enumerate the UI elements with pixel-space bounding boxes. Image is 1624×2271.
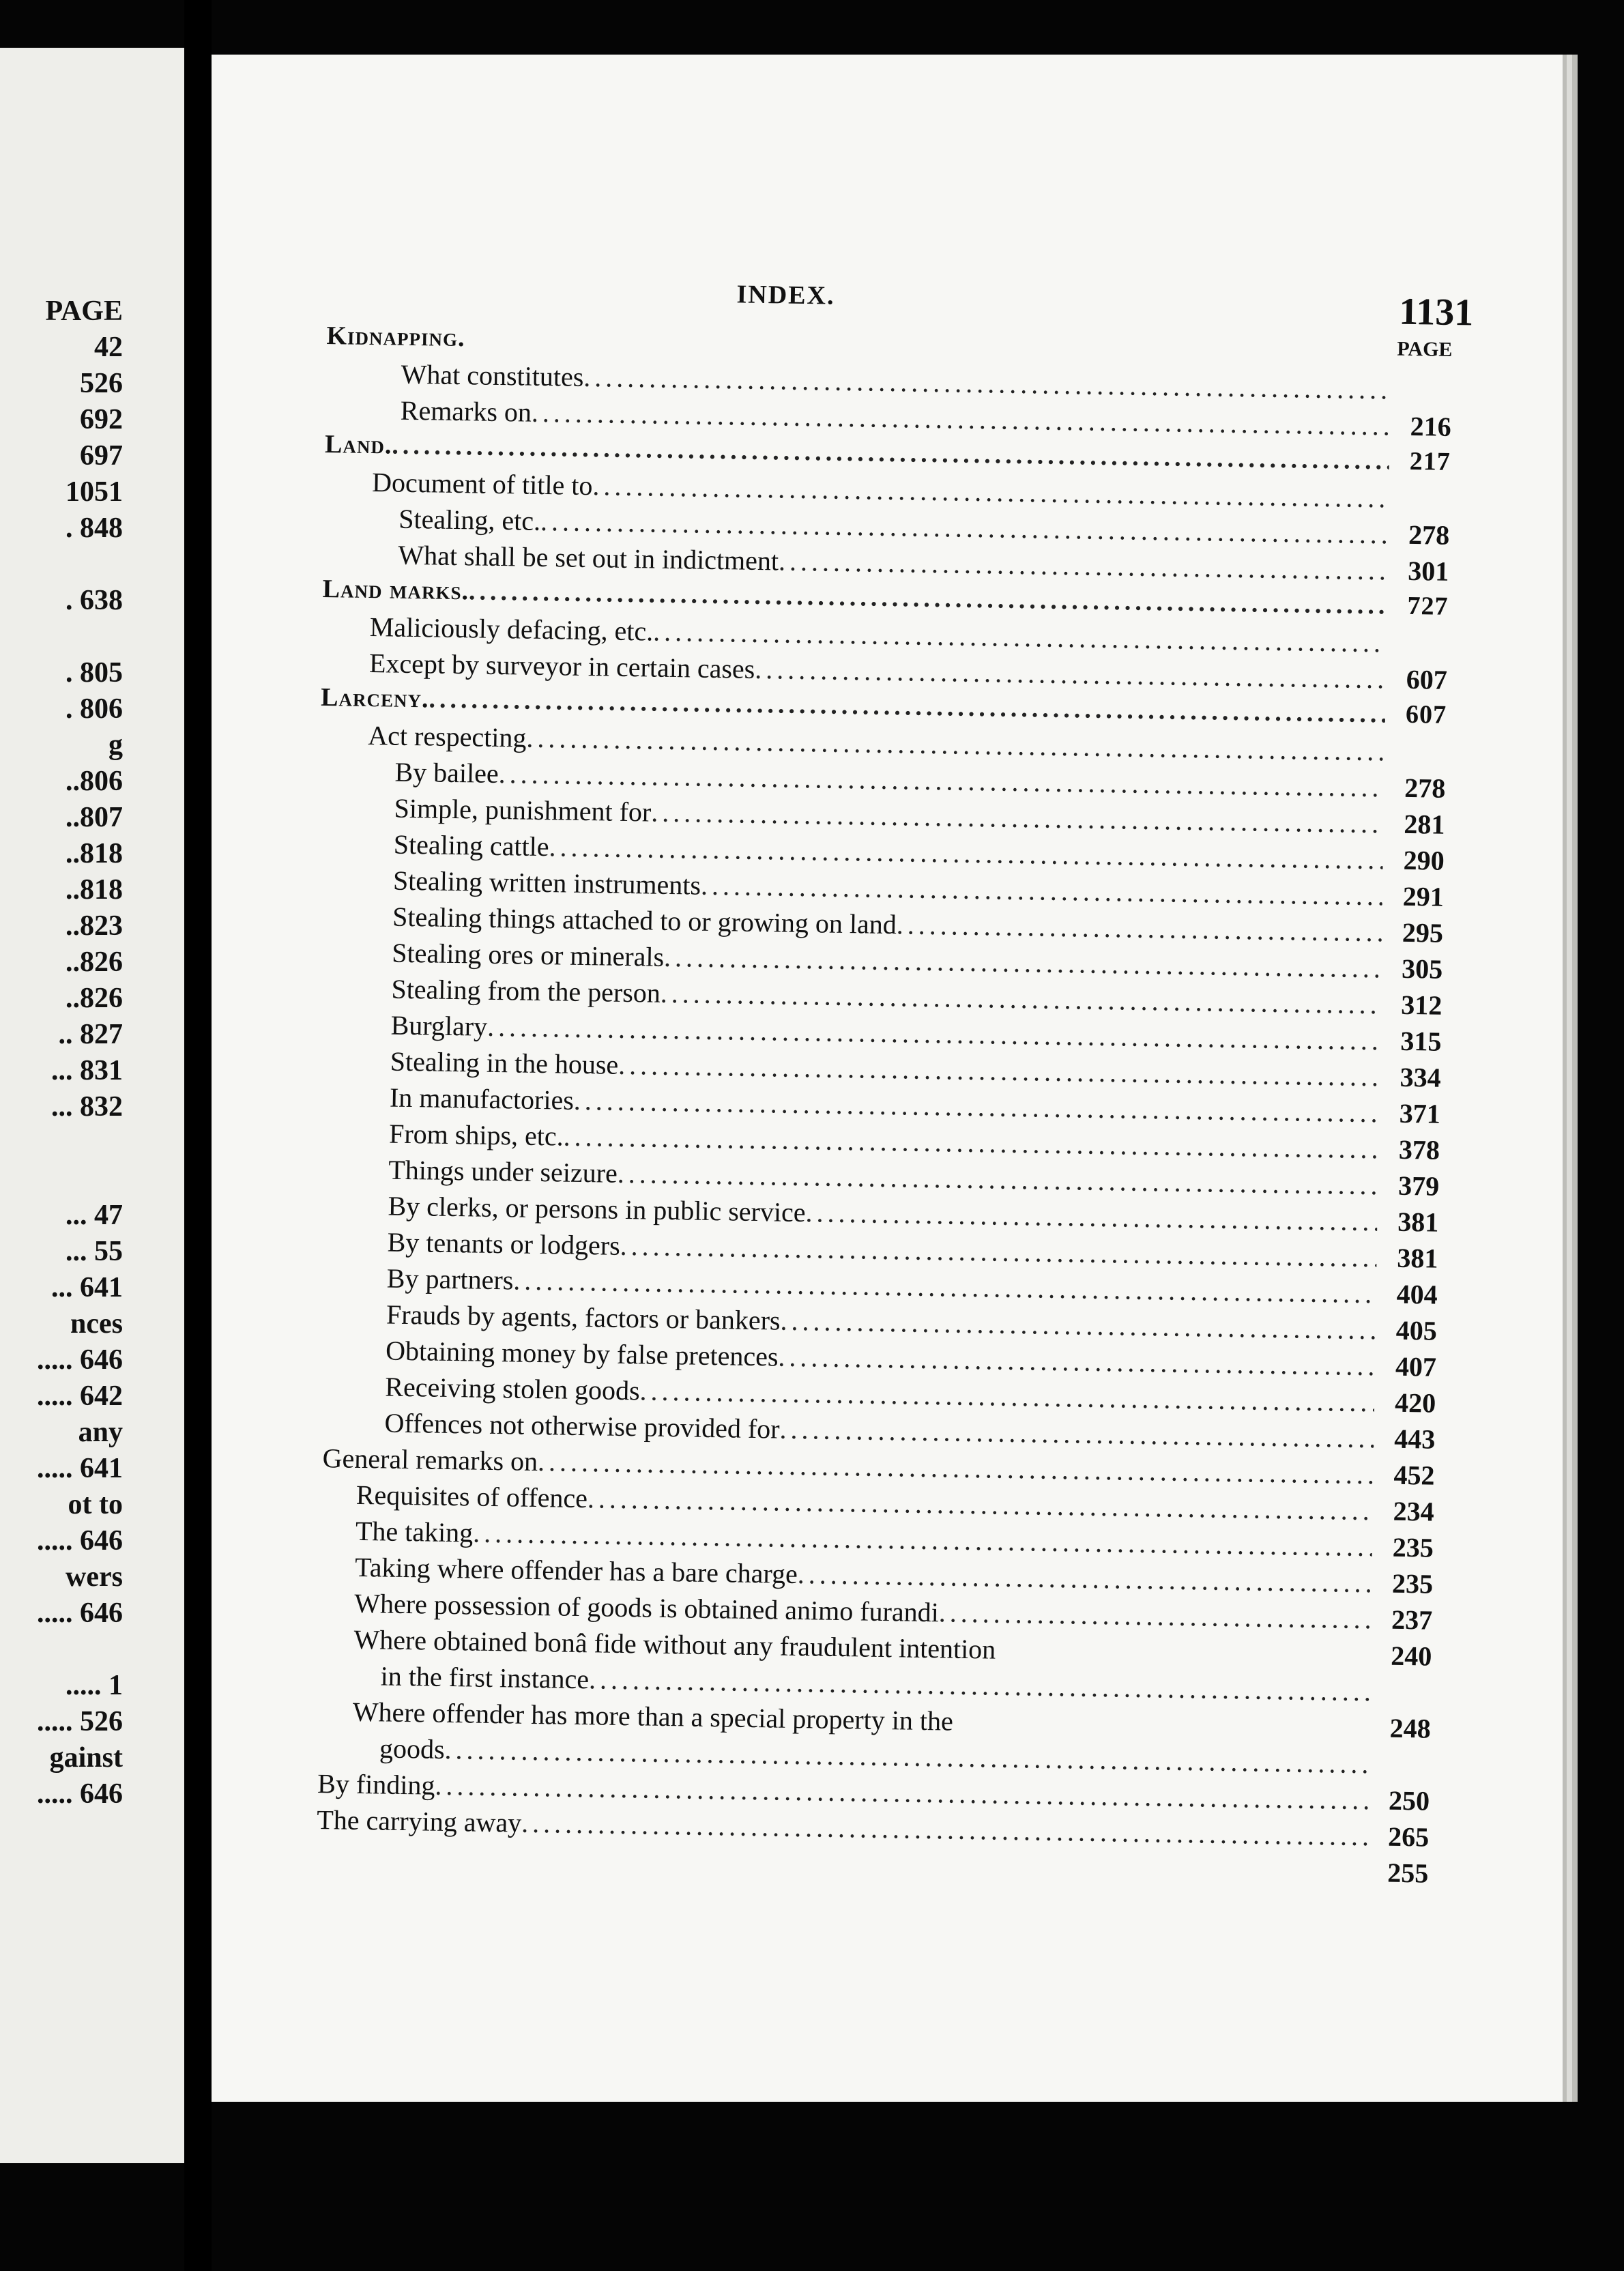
page-reference: 295: [1402, 916, 1444, 949]
left-page-line: ..... 646: [37, 1344, 123, 1376]
left-page: [0, 48, 184, 2163]
page-reference: 248: [1389, 1712, 1432, 1744]
page-reference: [1389, 507, 1450, 508]
page-reference: 278: [1408, 519, 1450, 551]
page-reference: 315: [1400, 1025, 1442, 1057]
entry-text: From ships, etc.: [388, 1118, 564, 1152]
leader-dots: [896, 908, 1382, 948]
page-reference: 371: [1399, 1097, 1441, 1129]
entry-text: goods: [379, 1733, 445, 1765]
page-reference: 407: [1395, 1350, 1437, 1383]
entry-text: Document of title to: [371, 467, 593, 502]
page-reference: [1384, 760, 1446, 761]
entry-text: Burglary: [390, 1009, 488, 1042]
entry-text: What shall be set out in indictment: [398, 539, 779, 577]
page-column-label: PAGE: [1397, 337, 1453, 361]
left-page-line: ..807: [66, 802, 123, 833]
left-page-line: ... 47: [66, 1200, 123, 1231]
page-reference: 404: [1396, 1278, 1438, 1310]
page-reference: 291: [1402, 880, 1445, 912]
left-page-line: ..806: [66, 766, 123, 797]
left-page-line: . 848: [66, 512, 123, 544]
section-heading-text: Larceny.: [320, 682, 429, 714]
entry-text: Except by surveyor in certain cases: [368, 648, 755, 684]
page-reference: 240: [1391, 1640, 1432, 1672]
entry-text: By tenants or lodgers: [387, 1226, 621, 1261]
page-reference: 443: [1394, 1423, 1436, 1455]
entry-text: In manufactories: [389, 1082, 575, 1116]
entry-text: Act respecting: [368, 720, 527, 753]
left-page-line: wers: [66, 1561, 123, 1593]
entry-text: Where offender has more than a special property in the: [352, 1696, 954, 1737]
entry-text: By finding: [317, 1768, 435, 1801]
left-page-line: ..826: [66, 983, 123, 1014]
page-reference: 312: [1400, 989, 1442, 1021]
page-reference: 278: [1404, 772, 1446, 804]
left-page-line: . 805: [66, 657, 123, 689]
index-entries: [302, 321, 1453, 1894]
page-reference: 301: [1407, 555, 1449, 587]
left-page-line: 697: [80, 440, 123, 472]
entry-text: Frauds by agents, factors or bankers: [386, 1299, 781, 1336]
left-page-line: . 638: [66, 585, 123, 616]
left-page-number-column: [0, 293, 123, 1812]
entry-text: Stealing written instruments: [392, 865, 701, 901]
entry-text: What constitutes: [401, 358, 584, 392]
left-page-line: . 806: [66, 693, 123, 725]
entry-text: Stealing in the house: [390, 1045, 619, 1080]
entry-text: Maliciously defacing, etc.: [369, 611, 654, 647]
page-reference: 235: [1391, 1567, 1434, 1600]
left-page-line: [0, 547, 123, 583]
page-reference: 420: [1394, 1387, 1436, 1419]
entry-text: in the first instance: [380, 1660, 590, 1695]
entry-text: Stealing things attached to or growing on land: [392, 901, 897, 940]
page-reference: 235: [1392, 1531, 1434, 1563]
entry-text: Where possession of goods is obtained animo furandi: [354, 1587, 940, 1628]
entry-text: The carrying away: [317, 1804, 522, 1838]
page-reference: 305: [1401, 953, 1443, 985]
entry-text: Stealing cattle: [393, 828, 549, 863]
entry-text: Things under seizure: [388, 1154, 618, 1189]
page-reference: 381: [1397, 1206, 1439, 1238]
left-page-line: ... 831: [51, 1055, 123, 1086]
leader-dots: [938, 1596, 1371, 1635]
left-page-line: .. 827: [58, 1019, 123, 1050]
left-page-line: ..823: [66, 910, 123, 942]
page-number: 1131: [1398, 290, 1474, 334]
entry-text: By partners: [386, 1262, 514, 1296]
entry-text: Receiving stolen goods: [385, 1371, 640, 1406]
entry-text: Stealing ores or minerals: [392, 937, 665, 972]
left-page-line: ..... 646: [37, 1525, 123, 1557]
book-gutter: [184, 0, 212, 2271]
page-reference: 255: [1387, 1857, 1429, 1889]
entry-text: General remarks on: [322, 1443, 538, 1477]
page-reference: 381: [1397, 1242, 1438, 1274]
entry-text: Where obtained bonâ fide without any fraudulent intention: [353, 1623, 996, 1665]
left-page-line: [0, 619, 123, 655]
left-page-line: ..... 646: [37, 1597, 123, 1629]
entry-text: Stealing from the person: [391, 973, 661, 1009]
left-page-line: ..818: [66, 874, 123, 906]
entry-text: Taking where offender has a bare charge: [354, 1551, 798, 1590]
page-reference: 379: [1397, 1170, 1440, 1202]
left-page-line: ..... 641: [37, 1453, 123, 1484]
page-reference: 290: [1403, 844, 1445, 876]
entry-text: Stealing, etc.: [398, 503, 541, 536]
left-page-line: gainst: [49, 1742, 123, 1774]
entry-text: Remarks on: [400, 394, 532, 428]
left-page-line: ... 55: [66, 1236, 123, 1267]
running-title: INDEX.: [736, 280, 835, 310]
page-reference: 405: [1395, 1314, 1438, 1346]
entry-text: The taking: [355, 1515, 474, 1548]
entry-text: By clerks, or persons in public service: [388, 1190, 806, 1228]
entry-text: By bailee: [394, 756, 499, 790]
left-page-line: [0, 1125, 123, 1161]
left-page-line: ..826: [66, 946, 123, 978]
page-reference: 216: [1410, 410, 1452, 442]
page-reference: 607: [1406, 663, 1448, 695]
entry-text: Requisites of offence: [356, 1479, 588, 1514]
page-reference: 237: [1391, 1604, 1433, 1636]
left-page-line: nces: [70, 1308, 123, 1340]
page-reference: 607: [1405, 699, 1447, 729]
left-page-line: ..... 526: [37, 1706, 123, 1737]
left-page-line: 1051: [66, 476, 123, 508]
left-page-line: ..... 646: [37, 1778, 123, 1810]
page-reference: 281: [1404, 808, 1445, 840]
left-page-line: ..... 1: [66, 1670, 123, 1701]
left-page-line: 526: [80, 368, 123, 399]
entry-text: Obtaining money by false pretences: [385, 1335, 779, 1372]
page-reference: [1369, 1773, 1430, 1774]
left-page-line: ... 641: [51, 1272, 123, 1303]
left-page-line: [0, 1632, 123, 1668]
section-heading-text: Land marks.: [322, 574, 469, 606]
index-page: [212, 55, 1563, 2102]
page-reference: 217: [1409, 446, 1451, 476]
left-page-line: 692: [80, 404, 123, 435]
left-page-line: PAGE: [45, 295, 123, 327]
left-page-line: [0, 1161, 123, 1198]
left-page-line: 42: [94, 332, 123, 363]
index-content: [302, 273, 1474, 1894]
page-reference: 334: [1400, 1061, 1442, 1093]
section-heading-text: Land.: [324, 429, 392, 460]
entry-text: Offences not otherwise provided for: [384, 1407, 780, 1445]
page-reference: 265: [1387, 1821, 1430, 1853]
left-page-line: g: [108, 729, 123, 761]
left-page-line: any: [78, 1417, 123, 1448]
page-reference: 234: [1393, 1495, 1435, 1527]
left-page-line: ot to: [68, 1489, 123, 1520]
left-page-line: ... 832: [51, 1091, 123, 1123]
left-page-line: ..... 642: [37, 1380, 123, 1412]
section-heading-text: Kidnapping.: [326, 321, 465, 353]
entry-text: Simple, punishment for: [394, 792, 652, 828]
page-reference: 250: [1388, 1784, 1430, 1817]
page-reference: 727: [1407, 591, 1449, 621]
page-reference: 452: [1393, 1459, 1435, 1491]
left-page-line: ..818: [66, 838, 123, 869]
page-reference: 378: [1398, 1133, 1440, 1166]
